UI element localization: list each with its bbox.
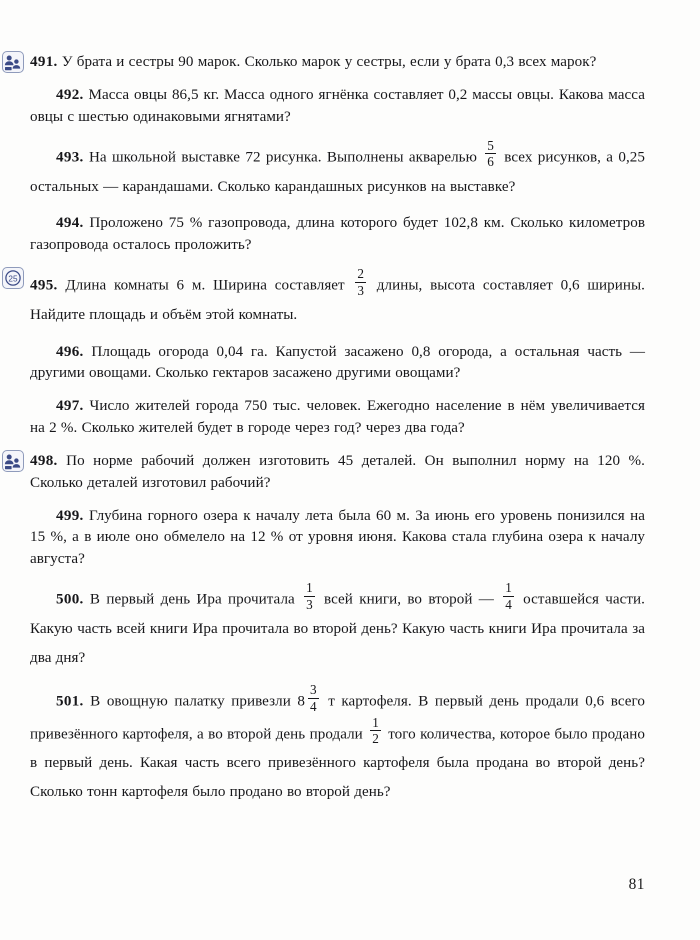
exercise-number: 498. — [30, 453, 58, 470]
exercise-text: В первый день Ира прочитала — [83, 591, 302, 608]
exercise-text: Проложено 75 % газопровода, длина которого будет 102,8 км. Сколько километров газопровода осталось проложить? — [30, 215, 645, 253]
exercise-491 — [30, 52, 645, 73]
exercise-text: оставшейся части. Какую часть всей книги Ира прочитала во второй день? Какую часть книги Ира прочитала за два дня? — [30, 591, 645, 666]
fraction — [308, 683, 319, 712]
exercise-text: Масса овцы 86,5 кг. Масса одного ягнёнка составляет 0,2 массы овцы. Какова масса овцы с шестью одинаковыми ягнятами? — [30, 87, 645, 125]
fraction-numerator: 3 — [310, 682, 317, 698]
exercise-text: В овощную палатку привезли — [83, 693, 298, 710]
fraction-numerator: 5 — [487, 138, 494, 154]
fraction-denominator: 3 — [306, 596, 313, 612]
pair-work-icon — [2, 450, 24, 472]
exercise-number: 493. — [56, 149, 84, 166]
exercise-number: 492. — [56, 87, 84, 104]
fraction-denominator: 6 — [487, 154, 494, 170]
fraction — [485, 139, 496, 168]
mixed-whole-part: 8 — [297, 693, 305, 710]
exercise-number: 500. — [56, 591, 84, 608]
exercise-text: На школьной выставке 72 рисунка. Выполнены акварелью — [83, 149, 483, 166]
exercise-text: У брата и сестры 90 марок. Сколько марок у сестры, если у брата 0,3 всех марок? — [57, 54, 597, 70]
mixed-number — [297, 684, 321, 716]
fraction — [304, 581, 315, 610]
exercise-494 — [30, 213, 645, 256]
exercise-500 — [30, 582, 645, 672]
exercise-499 — [30, 506, 645, 570]
fraction-numerator: 1 — [306, 580, 313, 596]
fraction-denominator: 4 — [310, 698, 317, 714]
exercise-number: 496. — [56, 343, 84, 360]
exercise-number: 499. — [56, 508, 84, 525]
page-number: 81 — [628, 876, 645, 893]
fraction-numerator: 1 — [372, 714, 379, 730]
exercise-number: 497. — [56, 398, 84, 415]
fraction-denominator: 3 — [357, 282, 365, 298]
exercise-text: длины, высота составляет 0,6 ширины. Найдите площадь и объём этой комнаты. — [30, 277, 645, 323]
exercise-number: 501. — [56, 693, 84, 710]
fraction-numerator: 1 — [505, 580, 512, 596]
exercise-number: 491. — [30, 54, 58, 70]
exercise-text: По норме рабочий должен изготовить 45 деталей. Он выполнил норму на 120 %. Сколько деталей изготовил рабочий? — [30, 453, 645, 491]
exercise-495 — [8, 266, 645, 329]
exercise-number: 494. — [56, 215, 84, 232]
fraction-denominator: 2 — [372, 730, 379, 746]
exercise-list — [8, 52, 646, 807]
exercise-number: 495. — [30, 277, 58, 294]
fraction-denominator: 4 — [505, 596, 512, 612]
exercise-text: Длина комнаты 6 м. Ширина составляет — [57, 277, 353, 294]
exercise-text: всей книги, во второй — — [317, 591, 501, 608]
exercise-text: всех рисунков, а 0,25 остальных — карандашами. Сколько карандашных рисунков на выставке? — [30, 149, 646, 195]
exercise-text: т картофеля. В первый день продали 0,6 всего привезённого картофеля, а во второй день продали — [30, 693, 646, 742]
svg-text:25: 25 — [8, 274, 18, 284]
fraction — [503, 581, 514, 610]
fraction-numerator: 2 — [357, 266, 365, 282]
exercise-496 — [30, 342, 645, 385]
exercise-text: Глубина горного озера к началу лета была 60 м. За июнь его уровень понизился на 15 %, а в июле оно обмелело на 12 % от уровня июня. Какова стала глубина озера к началу августа? — [30, 508, 645, 567]
pair-work-icon — [2, 51, 24, 73]
fraction — [355, 267, 366, 296]
exercise-text: того количества, которое было продано в первый день. Какая часть всего привезённого картофеля была продана во второй день? Сколько тонн картофеля было продано во второй день? — [30, 725, 645, 800]
exercise-text: Площадь огорода 0,04 га. Капустой засажено 0,8 огорода, а остальная часть — другими овощами. Сколько гектаров засажено другими овощами? — [30, 343, 645, 381]
25-badge-icon — [2, 267, 24, 289]
exercise-497 — [30, 396, 645, 439]
exercise-493 — [30, 140, 645, 201]
exercise-492 — [30, 85, 645, 128]
exercise-text: Число жителей города 750 тыс. человек. Ежегодно население в нём увеличивается на 2 %. Сколько жителей будет в городе через год? через два года? — [30, 398, 645, 436]
exercise-498 — [30, 451, 645, 494]
fraction — [370, 716, 381, 745]
exercise-501 — [30, 684, 645, 806]
